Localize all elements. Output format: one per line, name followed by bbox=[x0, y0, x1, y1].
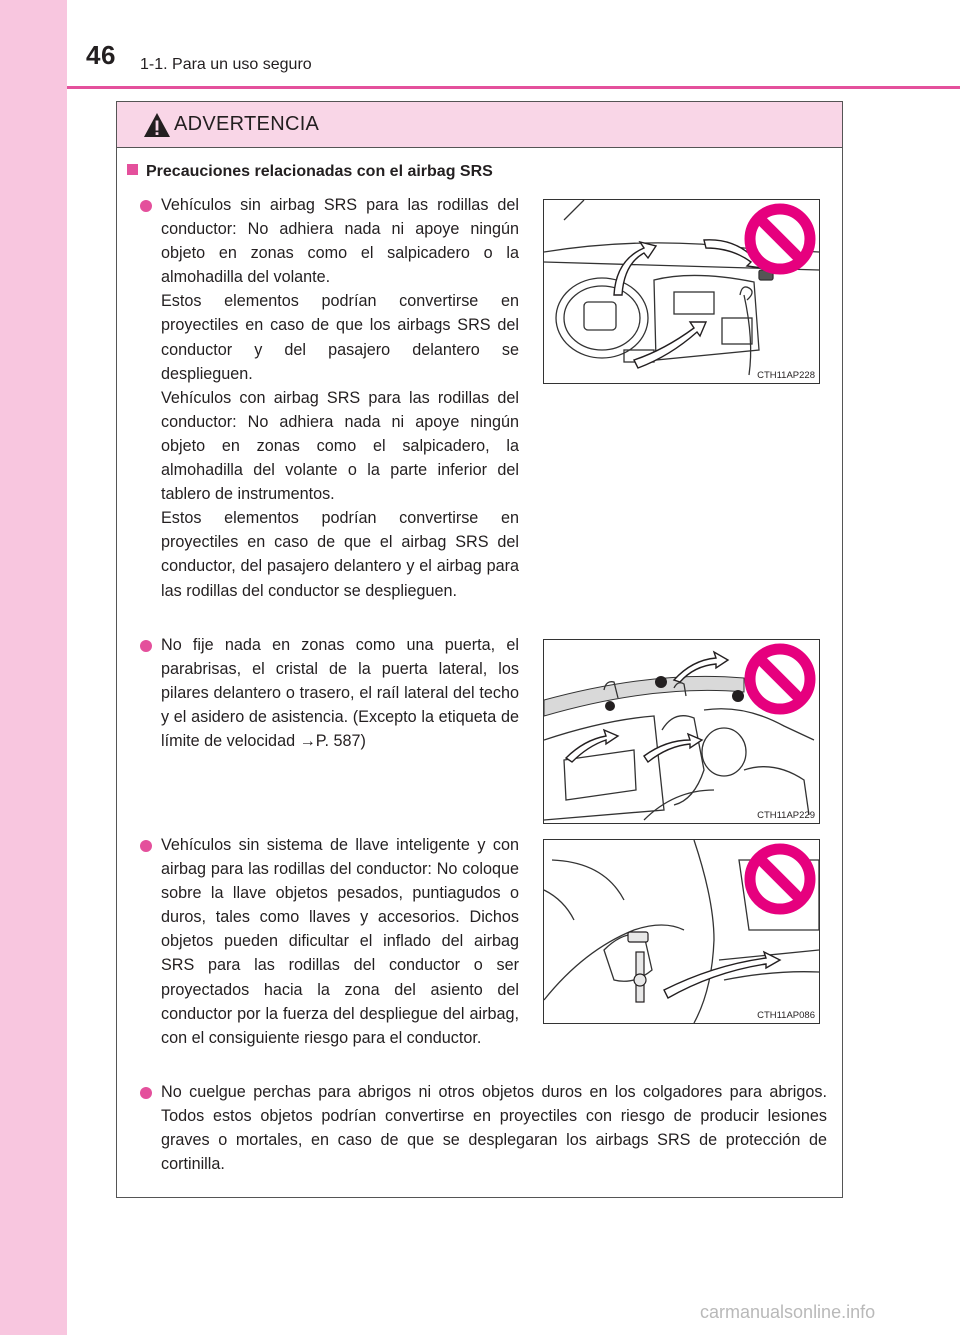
item-1-paragraph-1: Vehículos sin airbag SRS para las rodillas del conductor: No adhiera nada ni apoye ningún objeto en zonas como el salpicadero o la almohadilla del volante. bbox=[161, 196, 519, 287]
warning-item-2 bbox=[161, 633, 519, 753]
warning-item-1 bbox=[161, 193, 519, 603]
warning-box bbox=[116, 101, 843, 1198]
warning-triangle-icon bbox=[143, 112, 171, 138]
section-title: 1-1. Para un uso seguro bbox=[140, 56, 312, 73]
square-bullet-icon bbox=[127, 164, 138, 175]
subheading-text: Precauciones relacionadas con el airbag SRS bbox=[146, 163, 493, 180]
bullet-icon bbox=[140, 840, 152, 852]
bullet-icon bbox=[140, 1087, 152, 1099]
figure-code: CTH11AP086 bbox=[757, 1010, 815, 1021]
figure-dashboard bbox=[543, 199, 820, 384]
item-3-paragraph-1: Vehículos sin sistema de llave inteligente y con airbag para las rodillas del conductor: No coloque sobre la llave objetos pesados, puntiagudos o duros, tales como llaves y accesorios. Dichos objetos pueden dificultar el inflado del airbag SRS para las rodillas del conductor o ser proyectados hacia la zona del asiento del conductor por la fuerza del despliegue del airbag, con el consiguiente riesgo para el conductor. bbox=[161, 836, 519, 1047]
side-color-strip bbox=[0, 0, 67, 1335]
item-1-paragraph-4: Estos elementos podrían convertirse en proyectiles en caso de que el airbag SRS del conductor, del pasajero delantero y el airbag para las rodillas del conductor se desplieguen. bbox=[161, 509, 519, 600]
figure-code: CTH11AP229 bbox=[757, 810, 815, 821]
warning-title: ADVERTENCIA bbox=[174, 113, 320, 135]
warning-item-3 bbox=[161, 833, 519, 1050]
figure-code: CTH11AP228 bbox=[757, 370, 815, 381]
figure-key bbox=[543, 839, 820, 1024]
warning-item-4 bbox=[161, 1080, 827, 1176]
warning-header bbox=[117, 102, 842, 148]
page-number: 46 bbox=[86, 40, 116, 70]
bullet-icon bbox=[140, 200, 152, 212]
item-1-paragraph-3: Vehículos con airbag SRS para las rodillas del conductor: No adhiera nada ni apoye ningún objeto en zonas como el salpicadero, la almohadilla del volante o la parte inferior del tablero de instrumentos. bbox=[161, 388, 519, 504]
header-rule bbox=[67, 86, 960, 89]
subheading bbox=[127, 163, 493, 181]
watermark: carmanualsonline.info bbox=[700, 1302, 876, 1322]
figure-interior bbox=[543, 639, 820, 824]
item-2-paragraph-1: No fije nada en zonas como una puerta, el parabrisas, el cristal de la puerta lateral, los pilares delantero o trasero, el raíl lateral del techo y el asidero de asistencia. (Excepto la etiqueta de límite de velocidad →P. 587) bbox=[161, 636, 519, 751]
prohibition-icon bbox=[744, 843, 816, 915]
prohibition-icon bbox=[744, 643, 816, 715]
item-4-paragraph-1: No cuelgue perchas para abrigos ni otros objetos duros en los colgadores para abrigos. Todos estos objetos podrían convertirse en proyectiles con riesgo de producir lesiones graves o mortales, en caso de que se desplegaran los airbags SRS de protección de cortinilla. bbox=[161, 1083, 827, 1174]
bullet-icon bbox=[140, 640, 152, 652]
item-1-paragraph-2: Estos elementos podrían convertirse en proyectiles en caso de que los airbags SRS del conductor y del pasajero delantero se desplieguen. bbox=[161, 292, 519, 383]
prohibition-icon bbox=[744, 203, 816, 275]
